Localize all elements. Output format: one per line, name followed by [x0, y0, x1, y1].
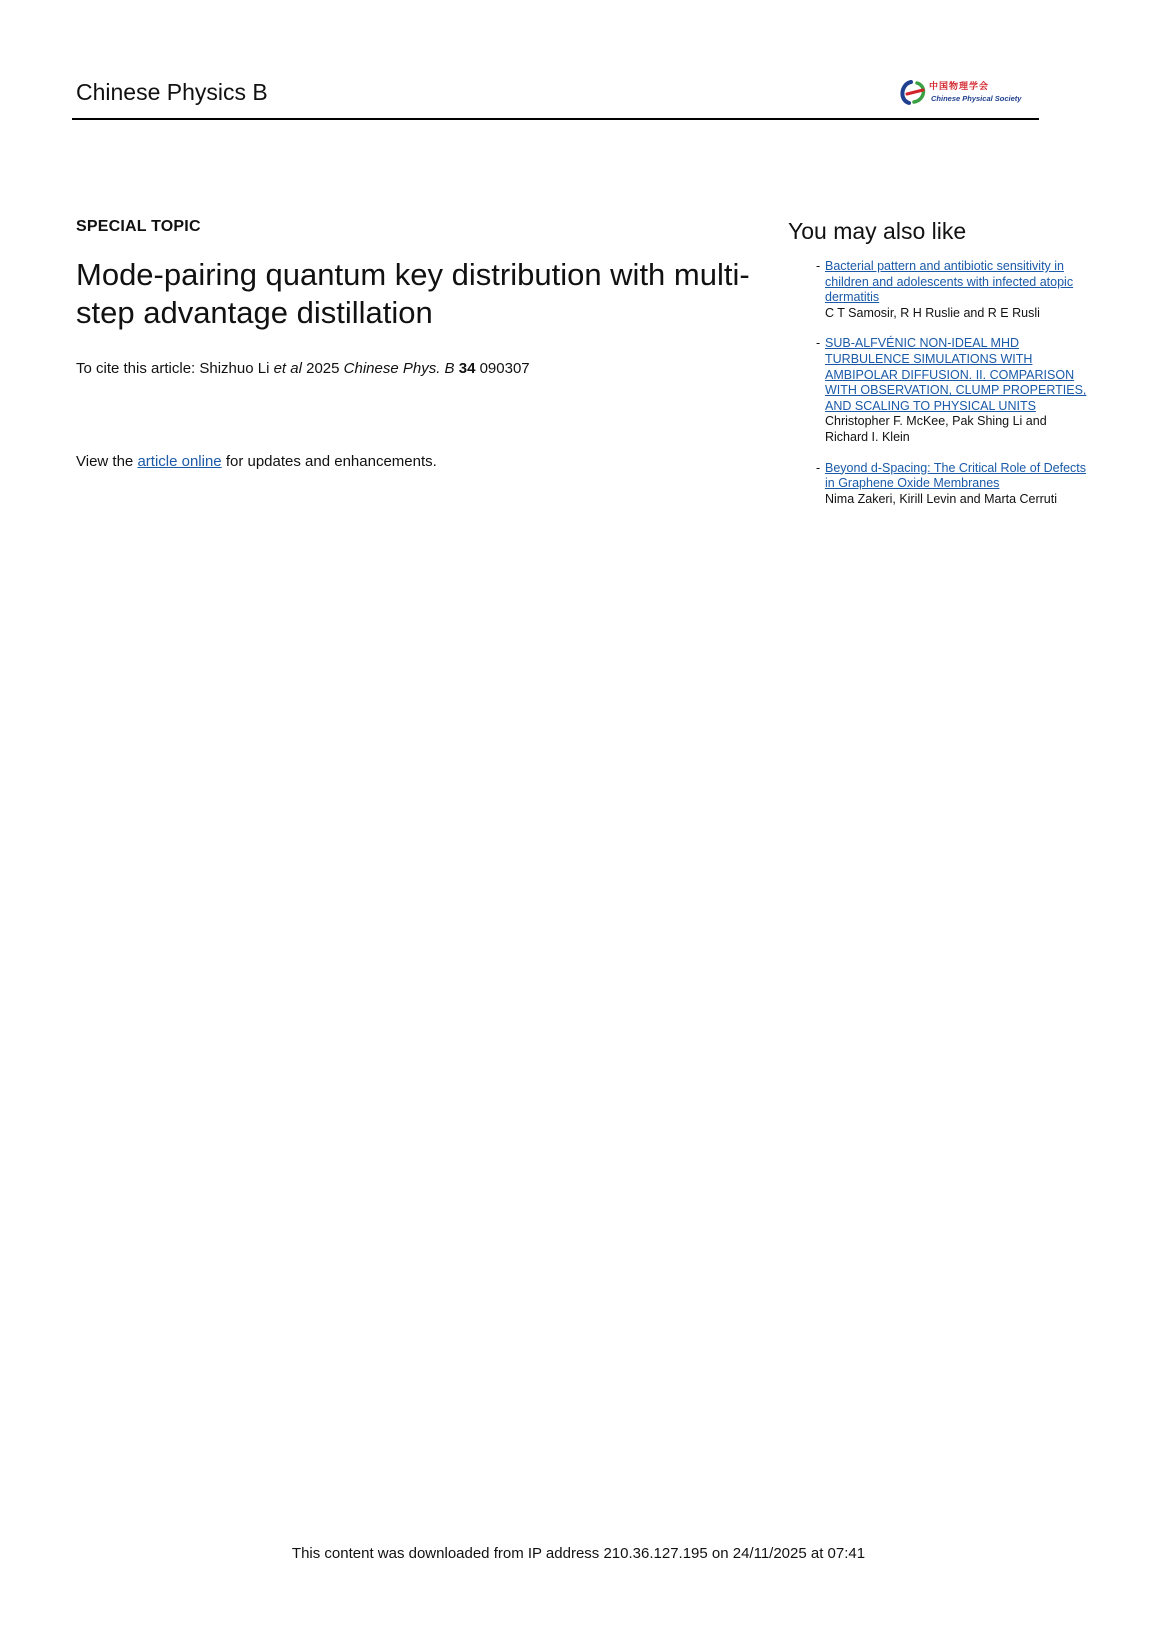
list-item: - Bacterial pattern and antibiotic sensitivity in children and adolescents with infected atopic dermatitis C T Samosir, R H Ruslie and R E Rusli: [788, 259, 1088, 321]
related-article-link[interactable]: Beyond d-Spacing: The Critical Role of Defects in Graphene Oxide Membranes: [825, 460, 1087, 491]
list-item: - SUB-ALFVÉNIC NON-IDEAL MHD TURBULENCE SIMULATIONS WITH AMBIPOLAR DIFFUSION. II. COMPARISON WITH OBSERVATION, CLUMP PROPERTIES, AND SCALING TO PHYSICAL UNITS Christopher F. McKee, Pak Shing Li and Richard I. Klein: [816, 336, 1087, 444]
related-article-link[interactable]: SUB-ALFVÉNIC NON-IDEAL MHD TURBULENCE SIMULATIONS WITH AMBIPOLAR DIFFUSION. II. COMPARISON WITH OBSERVATION, CLUMP PROPERTIES, AND SCALING TO PHYSICAL UNITS: [825, 336, 1087, 413]
cite-year: 2025: [301, 360, 344, 377]
view-prefix: View the: [76, 453, 138, 470]
logo-text-english: Chinese Physical Society: [931, 94, 1022, 103]
list-item: - Beyond d-Spacing: The Critical Role of Defects in Graphene Oxide Membranes Nima Zakeri, Kirill Levin and Marta Cerruti: [816, 460, 1087, 506]
related-article-link[interactable]: Bacterial pattern and antibiotic sensitivity in children and adolescents with infected atopic dermatitis: [825, 259, 1074, 305]
cps-logo-icon: [897, 78, 931, 108]
related-article-authors: Christopher F. McKee, Pak Shing Li and Richard I. Klein: [825, 414, 1047, 444]
view-suffix: for updates and enhancements.: [221, 453, 437, 470]
cite-journal: Chinese Phys. B: [343, 360, 455, 377]
citation: [76, 360, 776, 377]
cite-etal: et al: [273, 360, 302, 377]
article-online-link[interactable]: article online: [137, 453, 222, 470]
also-like-panel: [788, 218, 1088, 522]
also-like-heading: You may also like: [788, 218, 967, 244]
related-article-authors: Nima Zakeri, Kirill Levin and Marta Cerruti: [825, 491, 1058, 506]
page-header: [72, 70, 1039, 120]
special-topic-label: SPECIAL TOPIC: [76, 218, 201, 235]
download-notice: This content was downloaded from IP address 210.36.127.195 on 24/11/2025 at 07:41: [291, 1545, 866, 1562]
article-title: Mode-pairing quantum key distribution with multi-step advantage distillation: [76, 257, 750, 330]
cite-article-number: 090307: [475, 360, 530, 377]
logo-text-chinese: 中国物理学会: [929, 81, 990, 91]
article-block: [76, 218, 776, 377]
related-article-authors: C T Samosir, R H Ruslie and R E Rusli: [825, 305, 1040, 320]
cps-logo[interactable]: [897, 78, 1027, 114]
related-list: [788, 259, 1088, 507]
view-online-line: [76, 453, 437, 470]
cite-prefix: To cite this article: Shizhuo Li: [76, 360, 274, 377]
journal-name: Chinese Physics B: [76, 79, 268, 105]
cite-volume: 34: [458, 360, 476, 377]
